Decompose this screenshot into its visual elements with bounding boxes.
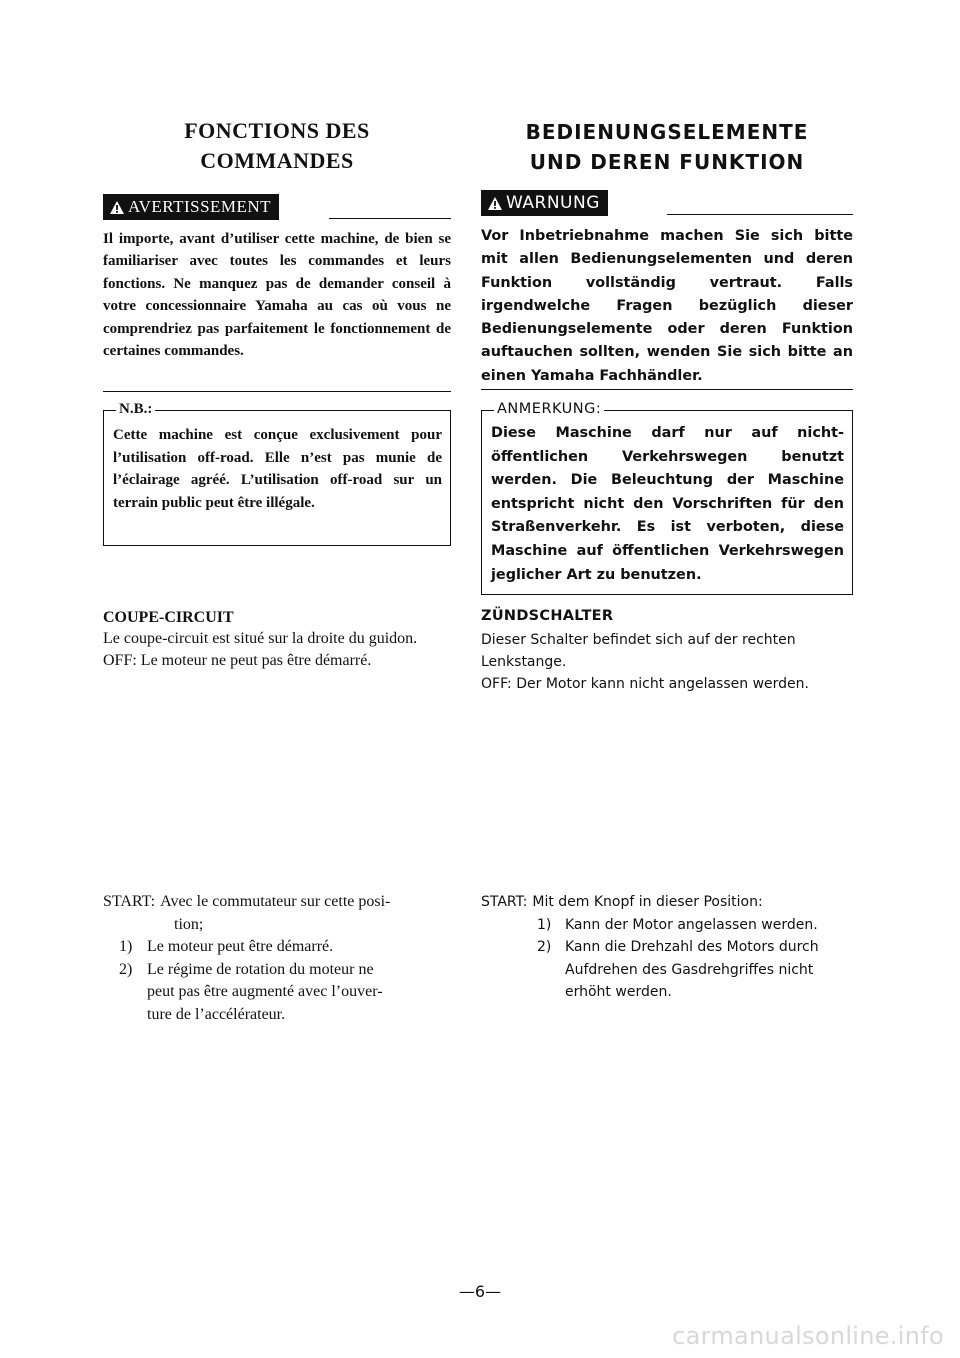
french-warning-text: Il importe, avant d’utiliser cette machine, de bien se familiariser avec toutes les commandes et leurs fonctions. Ne manquez pas de demander conseil à votre concessionnaire Yamaha au cas où vous ne comprendriez pas parfaitement le fonctionnement de certaines commandes.	[103, 231, 451, 360]
german-item1-text: Kann der Motor angelassen werden.	[565, 916, 818, 933]
french-note-label: N.B.:	[116, 399, 155, 419]
page-number: —6—	[458, 1282, 502, 1301]
german-start-key: START:	[481, 894, 528, 910]
french-off-row	[103, 650, 451, 672]
french-start-row	[103, 891, 451, 914]
french-item1-number: 1)	[119, 938, 133, 955]
german-item1-number: 1)	[537, 916, 552, 933]
french-item1-text: Le moteur peut être démarré.	[147, 938, 334, 955]
french-section-body	[103, 628, 451, 672]
german-section-text: Dieser Schalter befindet sich auf der rechten Lenkstange.	[481, 632, 796, 670]
french-warning-label: AVERTISSEMENT	[128, 197, 272, 216]
german-off-key: OFF:	[481, 676, 512, 692]
watermark: carmanualsonline.info	[672, 1322, 944, 1350]
german-start-item-1	[537, 914, 853, 937]
german-warning-badge	[481, 190, 608, 216]
german-off-row	[481, 673, 853, 695]
german-warning-label: WARNUNG	[506, 193, 600, 213]
warning-triangle-icon	[109, 200, 125, 215]
french-warning-header	[103, 194, 451, 220]
german-item2-text-line1: Kann die Drehzahl des Motors durch	[565, 939, 819, 955]
french-warning-end-rule	[103, 391, 451, 392]
german-title	[481, 117, 853, 177]
french-start-block	[103, 891, 451, 1026]
french-start-key: START:	[103, 893, 156, 910]
french-note-text: Cette machine est conçue exclusivement pour l’utilisation off-road. Elle n’est pas munie de l’éclairage agréé. L’utilisation off-road sur un terrain public peut être illégale.	[113, 427, 442, 511]
german-note-box	[481, 401, 853, 595]
warning-triangle-icon	[487, 196, 503, 211]
german-warning-text: Vor Inbetriebnahme machen Sie sich bitte mit allen Bedienungselementen und deren Funktion vollständig vertraut. Falls irgendwelche Fragen bezüglich dieser Bedienungselemente oder deren Funktion auftauchen sollten, wenden Sie sich bitte an einen Yamaha Fachhändler.	[481, 228, 853, 384]
german-warning-end-rule	[481, 389, 853, 390]
german-start-block	[481, 891, 853, 1004]
german-section-body	[481, 629, 853, 695]
german-start-items	[537, 914, 853, 1004]
german-off-text: Der Motor kann nicht angelassen werden.	[516, 676, 809, 692]
french-warning-rule	[329, 218, 451, 219]
german-note-label: ANMERKUNG:	[494, 399, 604, 419]
german-note-text: Diese Maschine darf nur auf nicht-öffentlichen Verkehrswegen benutzt werden. Die Beleuchtung der Maschine entspricht nicht den Vorschriften für den Straßenverkehr. Es ist verboten, diese Maschine auf öffentlichen Verkehrswegen jeglicher Art zu benutzen.	[491, 425, 844, 583]
german-title-line2: UND DEREN FUNKTION	[529, 150, 805, 174]
german-start-item-2	[537, 936, 853, 1004]
french-start-item-1	[119, 936, 451, 959]
french-title	[103, 116, 451, 176]
german-warning-rule	[667, 214, 853, 215]
french-item2-text-line2: peut pas être augmenté avec l’ouver-	[147, 983, 383, 1000]
french-item2-text-line1: Le régime de rotation du moteur ne	[147, 960, 374, 978]
german-warning-header	[481, 190, 853, 216]
french-start-text-line2: tion;	[174, 915, 204, 933]
french-note-box	[103, 401, 451, 546]
french-title-line2: COMMANDES	[200, 148, 354, 173]
french-off-key: OFF:	[103, 652, 137, 669]
french-start-item-2	[119, 959, 451, 1027]
french-item2-number: 2)	[119, 960, 133, 978]
german-title-line1: BEDIENUNGSELEMENTE	[525, 120, 809, 144]
german-item2-number: 2)	[537, 939, 552, 955]
german-section-heading: ZÜNDSCHALTER	[481, 608, 614, 624]
german-item2-text-line3: erhöht werden.	[565, 984, 672, 1000]
german-item2-text-line2: Aufdrehen des Gasdrehgriffes nicht	[565, 961, 814, 978]
french-section-text: Le coupe-circuit est situé sur la droite du guidon.	[103, 630, 418, 647]
french-start-text-line1: Avec le commutateur sur cette posi-	[160, 893, 391, 910]
french-off-text: Le moteur ne peut pas être démarré.	[140, 652, 372, 669]
french-start-items	[119, 936, 451, 1026]
french-title-line1: FONCTIONS DES	[184, 118, 370, 143]
french-item2-text-line3: ture de l’accélérateur.	[147, 1005, 286, 1023]
german-start-row	[481, 891, 853, 914]
french-section-heading: COUPE-CIRCUIT	[103, 609, 234, 626]
french-warning-badge	[103, 194, 279, 220]
german-start-text: Mit dem Knopf in dieser Position:	[532, 894, 763, 910]
